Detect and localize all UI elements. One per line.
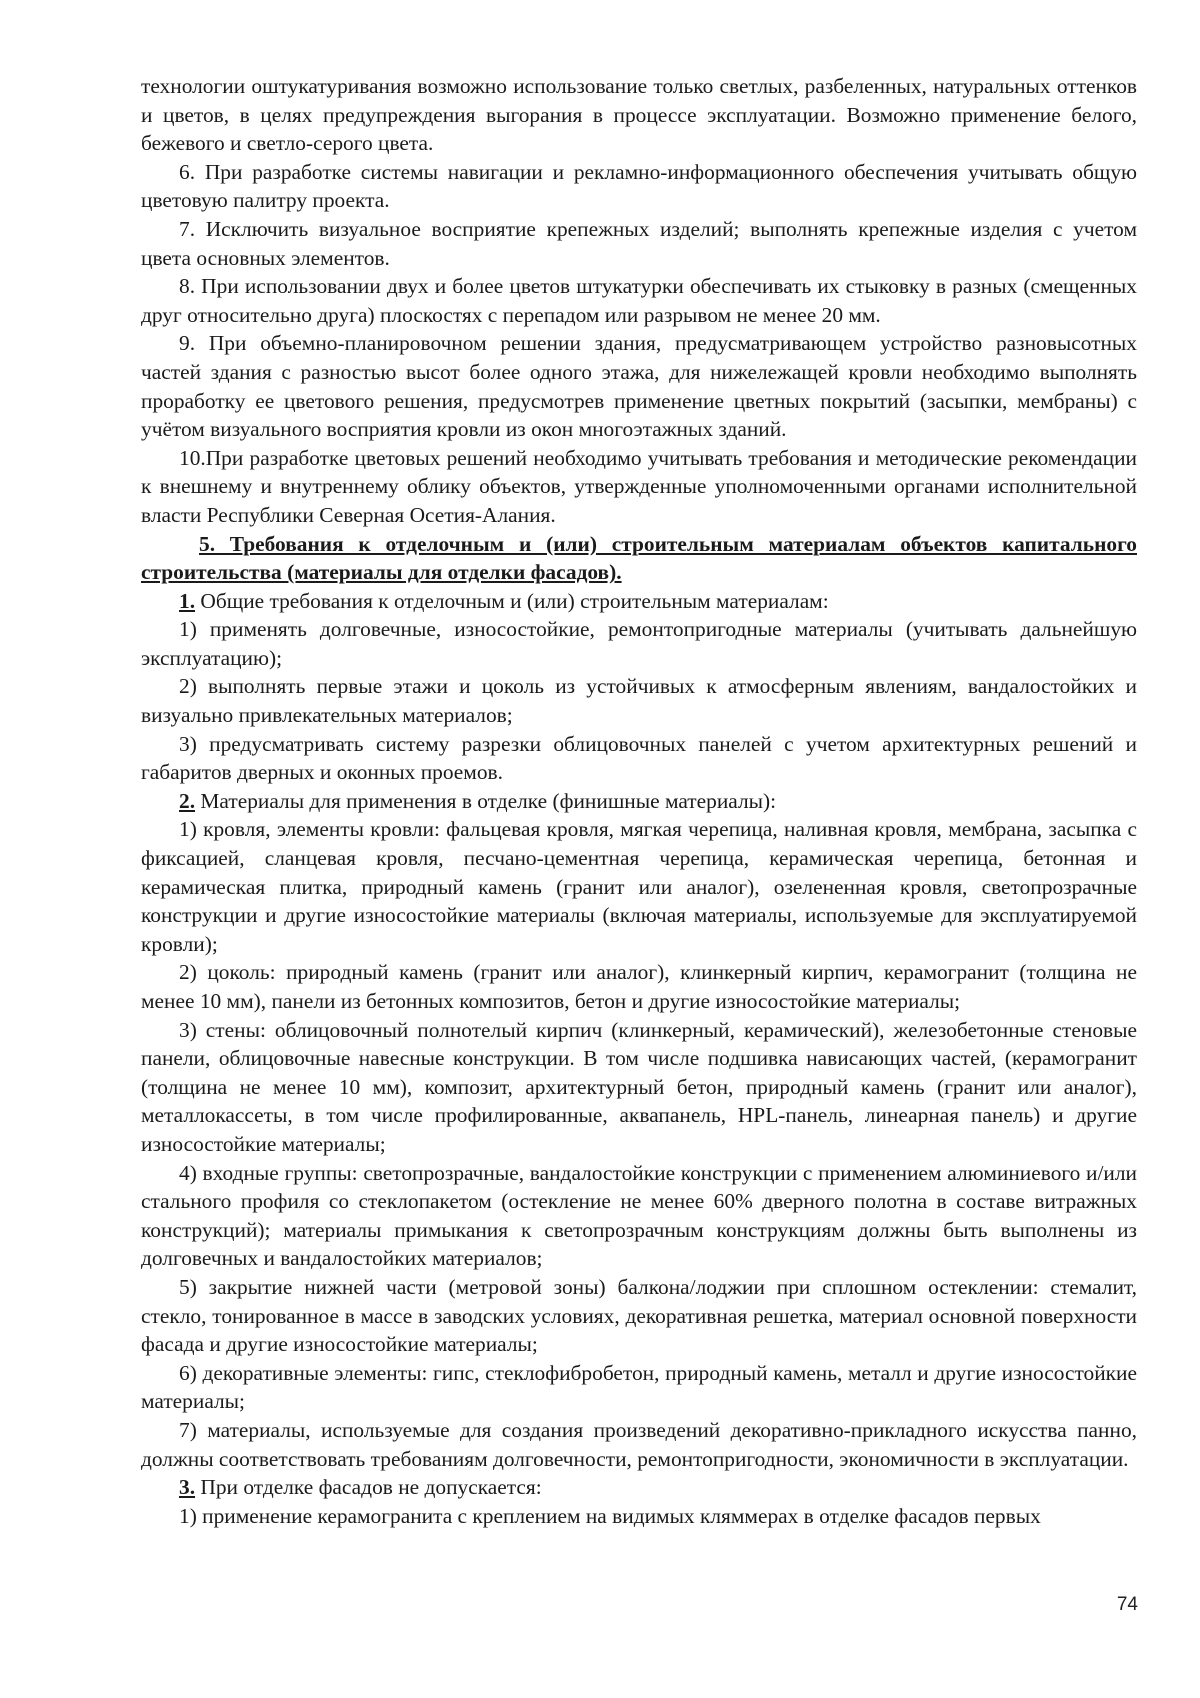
subsection-2-point-2: 2) цоколь: природный камень (гранит или аналог), клинкерный кирпич, керамогранит (толщина не менее 10 мм), панели из бетонных композитов, бетон и другие износостойкие материалы; [141,960,1137,1013]
subsection-2-point-7: 7) материалы, используемые для создания произведений декоративно-прикладного искусства панно, должны соответствовать требованиям долговечности, ремонтопригодности, экономичности в эксплуатации. [141,1417,1137,1471]
section-5-heading-text: 5. Требования к отделочным и (или) строительным материалам объектов капитального строительства (материалы для отделки фасадов). [141,531,1137,585]
subsection-1-point-3: 3) предусматривать систему разрезки облицовочных панелей с учетом архитектурных решений и габаритов дверных и оконных проемов. [141,731,1137,785]
paragraph-item-8: 8. При использовании двух и более цветов штукатурки обеспечивать их стыковку в разных (смещенных друг относительно друга) плоскостях с перепадом или разрывом не менее 20 мм. [141,274,1137,327]
subsection-1-title-text: Общие требования к отделочным и (или) строительным материалам: [200,588,829,613]
subsection-2-point-6: 6) декоративные элементы: гипс, стеклофибробетон, природный камень, металл и другие износостойкие материалы; [141,1360,1137,1414]
subsection-3-title [141,1473,1137,1502]
subsection-2-point-1: 1) кровля, элементы кровли: фальцевая кровля, мягкая черепица, наливная кровля, мембрана, засыпка с фиксацией, сланцевая кровля, песчано-цементная черепица, керамическая черепица, бетонная и керамическая плитка, природный камень (гранит или аналог), озелененная кровля, светопрозрачные конструкции и другие износостойкие материалы (включая материалы, используемые для эксплуатируемой кровли); [141,817,1137,956]
paragraph-item-9: 9. При объемно-планировочном решении здания, предусматривающем устройство разновысотных частей здания с разностью высот более одного этажа, для нижележащей кровли необходимо выполнять проработку ее цветового решения, предусмотрев применение цветных покрытий (засыпки, мембраны) с учётом визуального восприятия кровли из окон многоэтажных зданий. [141,331,1137,442]
subsection-3-number: 3. [179,1475,196,1500]
page-number: 74 [1116,1594,1138,1615]
subsection-2-point-4: 4) входные группы: светопрозрачные, вандалостойкие конструкции с применением алюминиевого и/или стального профиля со стеклопакетом (остекление не менее 60% дверного полотна в составе витражных конструкций); материалы примыкания к светопрозрачным конструкциям должны быть выполнены из долговечных и вандалостойких материалов; [141,1160,1137,1271]
paragraph-item-10: 10.При разработке цветовых решений необходимо учитывать требования и методические рекомендации к внешнему и внутреннему облику объектов, утвержденные уполномоченными органами исполнительной власти Республики Северная Осетия-Алания. [141,445,1137,527]
paragraph-item-6: 6. При разработке системы навигации и рекламно-информационного обеспечения учитывать общую цветовую палитру проекта. [141,159,1137,213]
subsection-2-title [141,787,1137,816]
subsection-3-point-1: 1) применение керамогранита с креплением на видимых кляммерах в отделке фасадов первых [179,1503,1041,1528]
subsection-2-title-text: Материалы для применения в отделке (финишные материалы): [200,788,777,813]
subsection-2-number: 2. [179,788,196,813]
subsection-1-point-1: 1) применять долговечные, износостойкие, ремонтопригодные материалы (учитывать дальнейшую эксплуатацию); [141,617,1137,670]
subsection-3-title-text: При отделке фасадов не допускается: [200,1475,542,1500]
paragraph-item-7: 7. Исключить визуальное восприятие крепежных изделий; выполнять крепежные изделия с учетом цвета основных элементов. [141,216,1137,270]
document-body [141,72,1137,1530]
subsection-2-point-5: 5) закрытие нижней части (метровой зоны) балкона/лоджии при сплошном остеклении: стемалит, стекло, тонированное в массе в заводских условиях, декоративная решетка, материал основной поверхности фасада и другие износостойкие материалы; [141,1274,1137,1357]
paragraph-plaster-colors: технологии оштукатуривания возможно использование только светлых, разбеленных, натуральных оттенков и цветов, в целях предупреждения выгорания в процессе эксплуатации. Возможно применение белого, бежевого и светло-серого цвета. [141,74,1137,156]
subsection-1-point-2: 2) выполнять первые этажи и цоколь из устойчивых к атмосферным явлениям, вандалостойких и визуально привлекательных материалов; [141,674,1137,728]
subsection-1-title [141,587,1137,616]
subsection-2-point-3: 3) стены: облицовочный полнотелый кирпич (клинкерный, керамический), железобетонные стеновые панели, облицовочные навесные конструкции. В том числе подшивка нависающих частей, (керамогранит (толщина не менее 10 мм), композит, архитектурный бетон, природный камень (гранит или аналог), металлокассеты, в том числе профилированные, аквапанель, HPL-панель, линеарная панель) и другие износостойкие материалы; [141,1017,1137,1156]
section-5-heading [141,530,1137,587]
subsection-1-number: 1. [179,588,196,613]
